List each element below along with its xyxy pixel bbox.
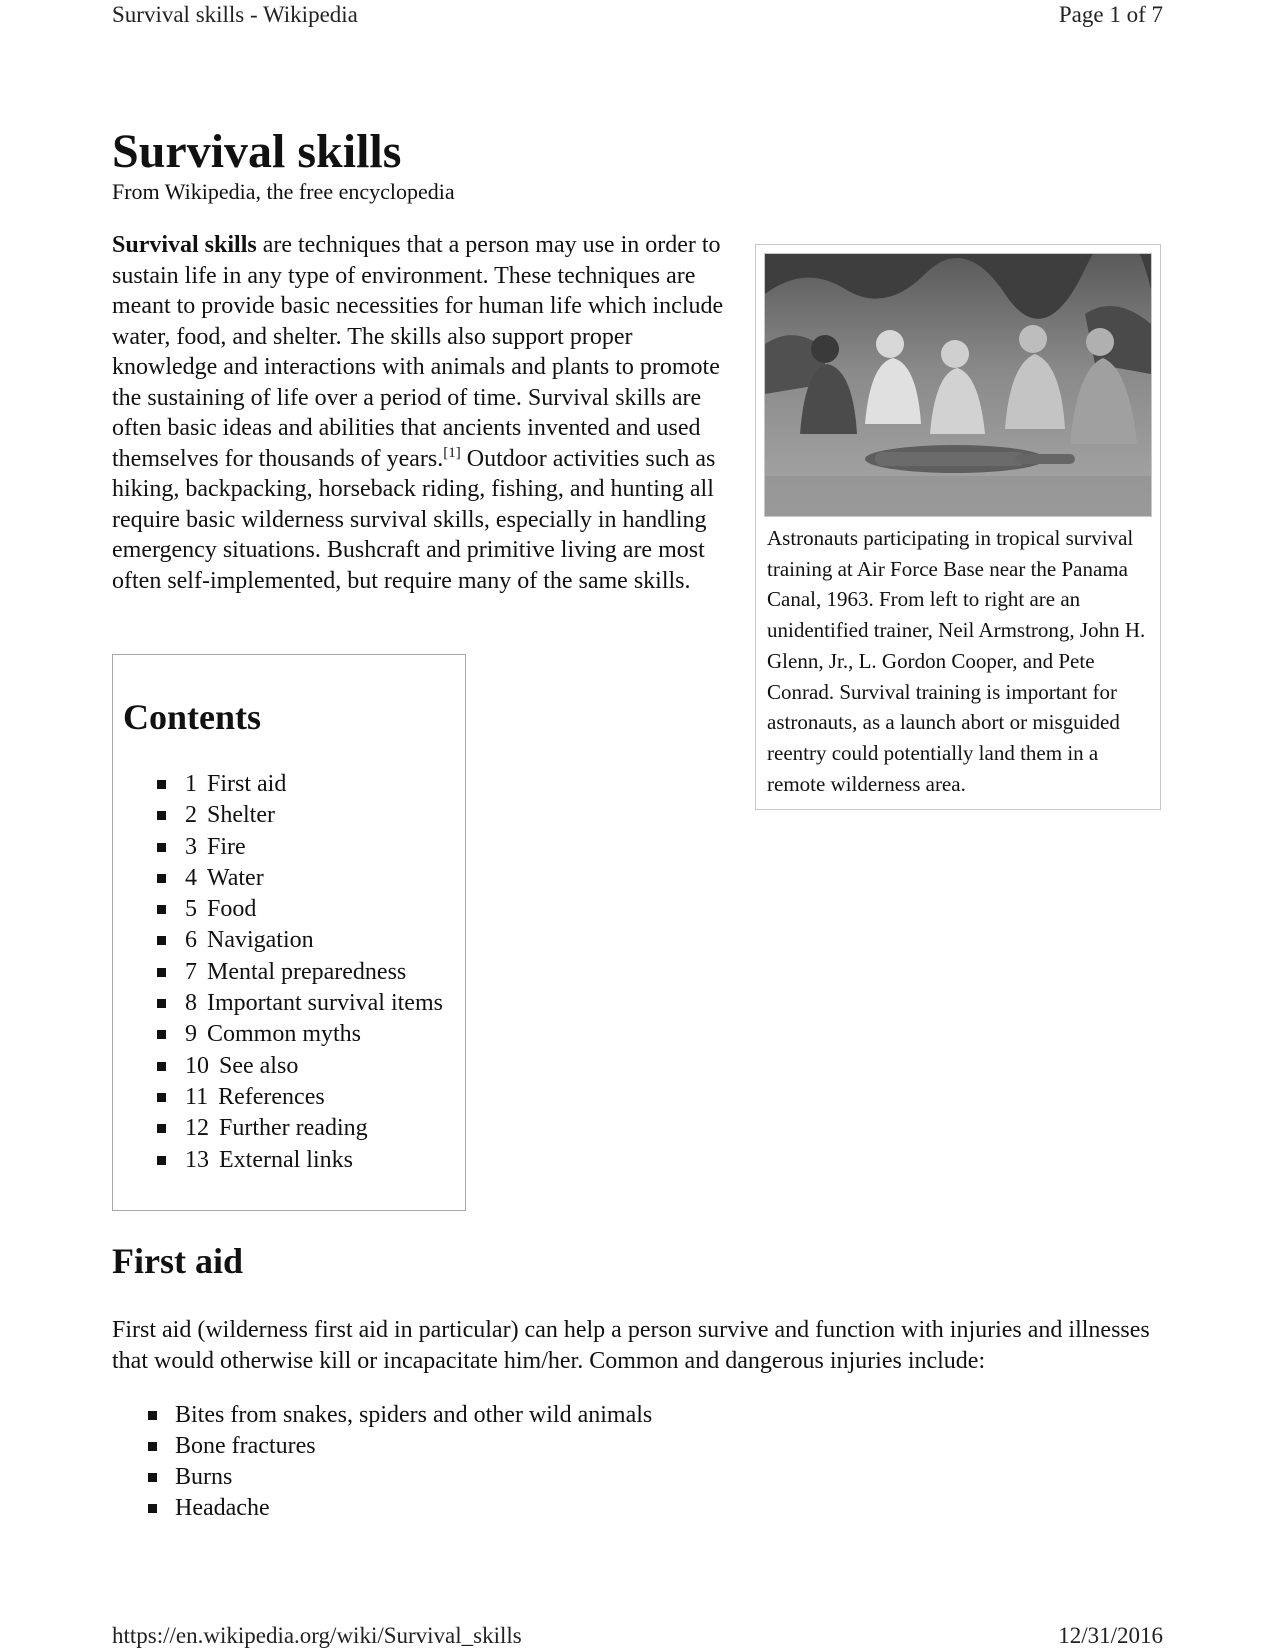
toc-label: Common myths [207, 1021, 362, 1048]
toc-number: 2 [185, 802, 197, 829]
print-footer-date: 12/31/2016 [1058, 1623, 1163, 1648]
page-subtitle: From Wikipedia, the free encyclopedia [112, 179, 455, 204]
toc-item-water[interactable] [113, 863, 443, 894]
toc-label: Shelter [207, 802, 275, 829]
intro-lead-term: Survival skills [112, 232, 257, 258]
list-item: Bone fractures [112, 1431, 652, 1462]
toc-label: Further reading [219, 1115, 368, 1142]
toc-list [113, 769, 443, 1176]
toc-item-common-myths[interactable] [113, 1019, 443, 1050]
toc-label: References [218, 1083, 325, 1110]
toc-label: Food [207, 896, 257, 923]
toc-number: 10 [185, 1052, 209, 1079]
print-header-title: Survival skills - Wikipedia [112, 2, 358, 27]
toc-label: First aid [207, 771, 287, 797]
list-item: Headache [112, 1493, 652, 1524]
toc-label: Important survival items [207, 990, 443, 1017]
first-aid-paragraph: First aid (wilderness first aid in particular) can help a person survive and function with injuries and illnesses that would otherwise kill or incapacitate him/her. Common and dangerous injuries include: [112, 1317, 1150, 1374]
toc-number: 8 [185, 990, 197, 1017]
print-page-indicator: Page 1 of 7 [1058, 2, 1163, 27]
toc-number: 9 [185, 1021, 197, 1048]
intro-text-continued: Outdoor activities such as hiking, backpacking, horseback riding, fishing, and hunting all require basic wilderness survival skills, especially in handling emergency situations. Bushcraft and primitive living are most often self-implemented, but require many of the same skills. [112, 445, 716, 594]
section-heading-first-aid: First aid [112, 1241, 243, 1281]
intro-paragraph [112, 230, 724, 596]
toc-item-mental-preparedness[interactable] [113, 957, 443, 988]
toc-item-external-links[interactable] [113, 1145, 443, 1176]
toc-item-references[interactable] [113, 1082, 443, 1113]
citation-link[interactable]: [1] [443, 444, 461, 461]
page-title: Survival skills [112, 125, 402, 178]
toc-title: Contents [123, 697, 262, 737]
toc-number: 11 [185, 1083, 209, 1110]
toc-label: Fire [207, 833, 246, 860]
toc-number: 7 [185, 958, 197, 985]
injury-list [112, 1400, 652, 1524]
image-infobox [755, 244, 1161, 810]
toc-number: 13 [185, 1146, 209, 1173]
toc-number: 4 [185, 864, 197, 891]
toc-label: See also [219, 1052, 299, 1079]
toc-label: Navigation [207, 927, 314, 954]
toc-item-fire[interactable] [113, 832, 443, 863]
toc-item-further-reading[interactable] [113, 1113, 443, 1144]
toc-label: Water [207, 864, 264, 891]
toc-item-first-aid[interactable] [113, 769, 443, 800]
astronauts-photo[interactable] [764, 253, 1152, 517]
toc-number: 12 [185, 1115, 209, 1142]
toc-item-food[interactable] [113, 894, 443, 925]
photo-illustration [765, 254, 1151, 516]
toc-item-important-survival-items[interactable] [113, 988, 443, 1019]
toc-label: External links [219, 1146, 353, 1173]
toc-label: Mental preparedness [207, 958, 407, 985]
toc-number: 5 [185, 896, 197, 923]
photo-caption: Astronauts participating in tropical survival training at Air Force Base near the Panama Canal, 1963. From left to right are an unidentified trainer, Neil Armstrong, John H. Glenn, Jr., L. Gordon Cooper, and Pete Conrad. Survival training is important for astronauts, as a launch abort or misguided reentry could potentially land them in a remote wilderness area. [767, 526, 1146, 796]
toc-item-shelter[interactable] [113, 800, 443, 831]
list-item: Burns [112, 1462, 652, 1493]
toc-item-see-also[interactable] [113, 1051, 443, 1082]
toc-item-navigation[interactable] [113, 925, 443, 956]
toc-number: 3 [185, 833, 197, 860]
toc-number: 1 [185, 771, 197, 797]
table-of-contents [112, 654, 466, 1211]
list-item: Bites from snakes, spiders and other wild animals [112, 1400, 652, 1431]
print-footer-url: https://en.wikipedia.org/wiki/Survival_skills [112, 1623, 522, 1648]
intro-text: are techniques that a person may use in order to sustain life in any type of environment. These techniques are meant to provide basic necessities for human life which include water, food, and shelter. The skills also support proper knowledge and interactions with animals and plants to promote the sustaining of life over a period of time. Survival skills are often basic ideas and abilities that ancients invented and used themselves for thousands of years. [112, 232, 724, 472]
toc-number: 6 [185, 927, 197, 954]
